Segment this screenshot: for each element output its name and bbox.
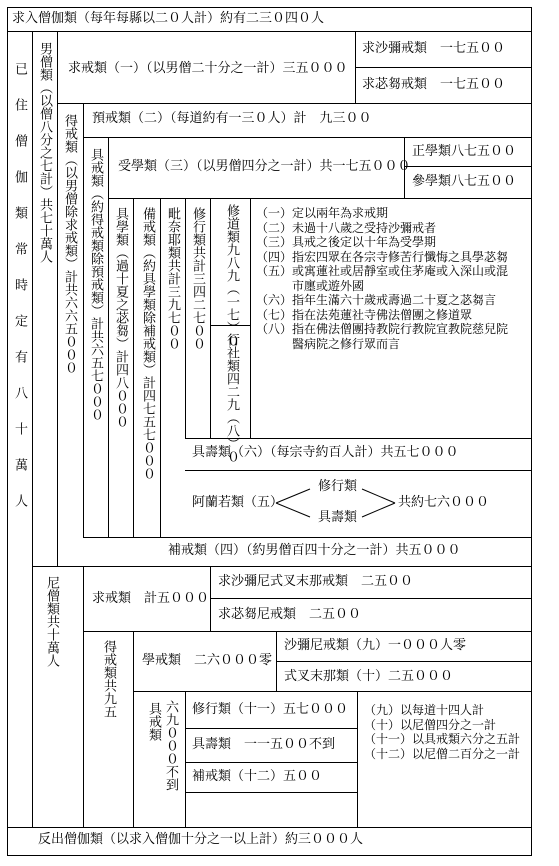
male-note-item: （二）未過十八歲之受持沙彌戒者	[256, 220, 437, 235]
male-note-item: 市廛或遊外國	[256, 278, 365, 293]
male-xingshe: 行社類四二九（八）０	[224, 333, 239, 463]
male-canxue: 參學類八七五００	[412, 174, 517, 189]
male-qiu-shami: 求沙彌戒類 一七五００	[362, 41, 506, 56]
male-note-item: （三）具戒之後定以十年為受學期	[256, 235, 437, 249]
male-notes	[256, 206, 508, 351]
male-note-item: （四）指宏四眾在各宗寺修苦行懺悔之具學苾芻	[256, 249, 509, 264]
male-juxue: 具學類（過十夏之苾芻）計四八０００	[113, 207, 128, 428]
male-qiu-bichu: 求苾芻戒類 一七五００	[362, 77, 506, 92]
male-bujie: 補戒類（四）（約男僧百四十分之一計）共五０００	[168, 543, 461, 558]
nun-xuejie: 學戒類 二六０００零	[142, 653, 273, 668]
nun-note-item: （九）以每道十四人計	[364, 703, 485, 717]
nun-jushou: 具壽類 一一五００不到	[192, 737, 336, 752]
nun-note-item: （十）以尼僧四分之一計	[364, 717, 497, 732]
male-note-item: （五）或寓蓮社或居靜室或住茅庵或入深山或混	[256, 264, 509, 278]
male-jujie: 具戒類（約得戒類除預戒類）計共六五七０００	[88, 148, 103, 421]
nun-jujie: 具戒類	[146, 702, 161, 741]
male-note-item: （六）指年生滿六十歲戒壽過二十夏之苾芻言	[256, 293, 497, 307]
male-note-item: 醫病院之修行眾而言	[256, 336, 401, 351]
nun-shamini: 沙彌尼戒類（九）一０００人零	[284, 638, 467, 653]
male-xiudao: 修道類九八九（一七）０	[224, 204, 239, 347]
nun-bujie: 補戒類（十二）五００	[192, 769, 323, 784]
male-note-item: （八）指在佛法僧團持教院行教院宣教院慈兒院	[256, 322, 509, 336]
male-title: 男僧類（以僧八分之七計）共七十萬人	[37, 42, 52, 263]
male-pinaye: 毗奈耶類共計三九七００	[165, 207, 180, 350]
nun-qiu-bichuni: 求苾芻尼戒類 二五００	[218, 607, 362, 622]
header-text: 求入僧伽類（每年每縣以二０人計）約有二三０四０人	[12, 11, 325, 26]
nun-dejie: 得戒類共九五	[101, 640, 116, 718]
nun-xiuxing: 修行類（十一）五七０００	[192, 702, 349, 717]
male-zhengxue: 正學類八七五００	[412, 144, 517, 159]
nun-qiu-shami-shicha: 求沙彌尼式叉末那戒類 二五００	[218, 574, 414, 589]
nun-notes	[364, 703, 520, 761]
nun-shicha: 式叉末那類（十）二五０００	[284, 669, 454, 684]
male-jushou: 具壽類（六）（每宗寺約百人計）共五七０００	[192, 445, 459, 460]
male-beijie: 備戒類（約具學類除補戒類）計四七五七０００	[140, 207, 155, 480]
nun-note-item: （十二）以尼僧二百分之一計	[364, 746, 521, 761]
male-xiuxing-branch: 修行類	[318, 479, 358, 494]
male-xiuxing: 修行類共計三四二七００	[190, 207, 205, 350]
male-shouxue: 受學類（三）（以男僧四分之一計）共一七五０００	[118, 159, 411, 174]
male-dejie: 得戒類（以男僧除求戒類）計共六六五０００	[62, 114, 77, 374]
male-jushou-branch: 具壽類	[318, 510, 358, 525]
nun-jujie-count: 六九０００不到	[163, 700, 178, 791]
nun-title: 尼僧類共十萬人	[44, 576, 59, 667]
nun-note-item: （十一）以具戒類六分之五計	[364, 732, 521, 746]
male-note-item: （七）指在法苑蓮社寺佛法僧團之修道眾	[256, 307, 473, 322]
male-yujie: 預戒類（二）（每道約有一三０人）計 九三００	[92, 111, 372, 126]
male-alanruo: 阿蘭若類（五）	[192, 495, 284, 510]
left-column-title: 已住僧伽類常時定有八十萬人	[12, 62, 27, 530]
male-note-item: （一）定以兩年為求戒期	[256, 206, 389, 220]
nun-qiujie: 求戒類 計五０００	[92, 591, 210, 606]
male-alanruo-total: 共約七六０００	[398, 495, 490, 510]
male-qiujie: 求戒類（一）（以男僧二十分之一計）三五０００	[68, 61, 348, 76]
footer-text: 反出僧伽類（以求入僧伽十分之一以上計）約三０００人	[38, 832, 364, 847]
